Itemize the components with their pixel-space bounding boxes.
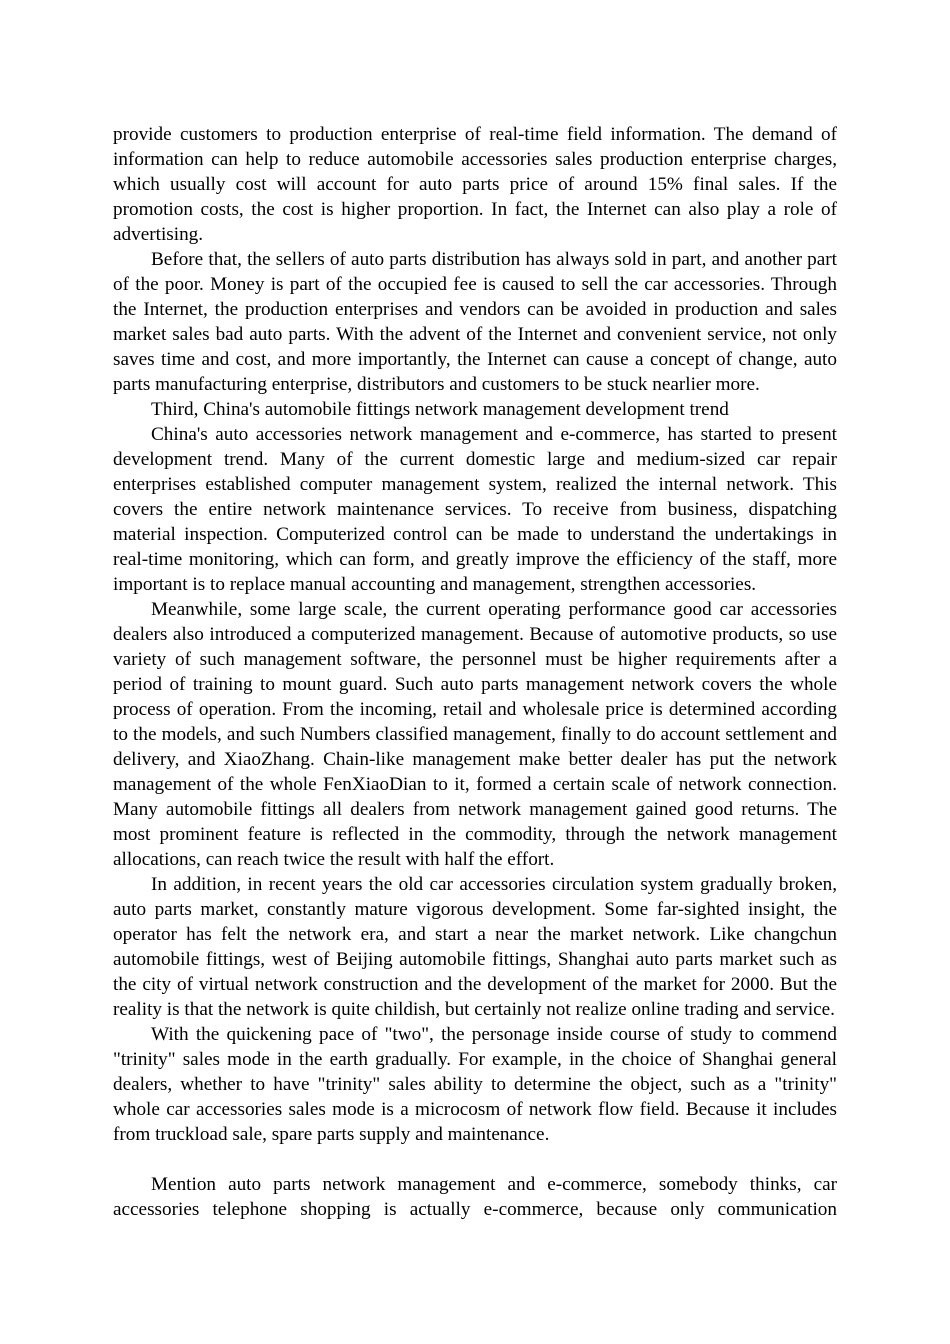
paragraph-2: Before that, the sellers of auto parts distribution has always sold in part, and another part of the poor. Money is part of the occupied fee is caused to sell the car accessories. Through the Internet, the production enterprises and vendors can be avoided in production and sales market sales bad auto parts. With the advent of the Internet and convenient service, not only saves time and cost, and more importantly, the Internet can cause a concept of change, auto parts manufacturing enterprise, distributors and customers to be stuck nearlier more. — [113, 249, 837, 395]
paragraph-3-section-heading: Third, China's automobile fittings network management development trend — [151, 399, 729, 420]
paragraph-5: Meanwhile, some large scale, the current operating performance good car accessories dealers also introduced a computerized management. Because of automotive products, so use variety of such management software, the personnel must be higher requirements after a period of training to mount guard. Such auto parts management network covers the whole process of operation. From the incoming, retail and wholesale price is determined according to the models, and such Numbers classified management, finally to do account settlement and delivery, and XiaoZhang. Chain-like management make better dealer has put the network management of the whole FenXiaoDian to it, formed a certain scale of network connection. Many automobile fittings all dealers from network management gained good returns. The most prominent feature is reflected in the commodity, through the network management allocations, can reach twice the result with half the effort. — [113, 599, 837, 870]
paragraph-6: In addition, in recent years the old car accessories circulation system gradually broken, auto parts market, constantly mature vigorous development. Some far-sighted insight, the operator has felt the network era, and start a near the market network. Like changchun automobile fittings, west of Beijing automobile fittings, Shanghai auto parts market such as the city of virtual network construction and the development of the market for 2000. But the reality is that the network is quite childish, but certainly not realize online trading and service. — [113, 874, 837, 1020]
body-text-column — [113, 122, 837, 1247]
paragraph-4: China's auto accessories network management and e-commerce, has started to present development trend. Many of the current domestic large and medium-sized car repair enterprises established computer management system, realized the internal network. This covers the entire network maintenance services. To receive from business, dispatching material inspection. Computerized control can be made to understand the undertakings in real-time monitoring, which can form, and greatly improve the efficiency of the staff, more important is to replace manual accounting and management, strengthen accessories. — [113, 424, 837, 595]
paragraph-1: provide customers to production enterprise of real-time field information. The demand of information can help to reduce automobile accessories sales production enterprise charges, which usually cost will account for auto parts price of around 15% final sales. If the promotion costs, the cost is higher proportion. In fact, the Internet can also play a role of advertising. — [113, 124, 837, 245]
paragraph-7: With the quickening pace of "two", the personage inside course of study to commend "trinity" sales mode in the earth gradually. For example, in the choice of Shanghai general dealers, whether to have "trinity" sales ability to determine the object, such as a "trinity" whole car accessories sales mode is a microcosm of network flow field. Because it includes from truckload sale, spare parts supply and maintenance. — [113, 1024, 837, 1145]
paragraph-8-truncated: Mention auto parts network management and e-commerce, somebody thinks, car accessories telephone shopping is actually e-commerce, because only communication — [113, 1174, 837, 1220]
